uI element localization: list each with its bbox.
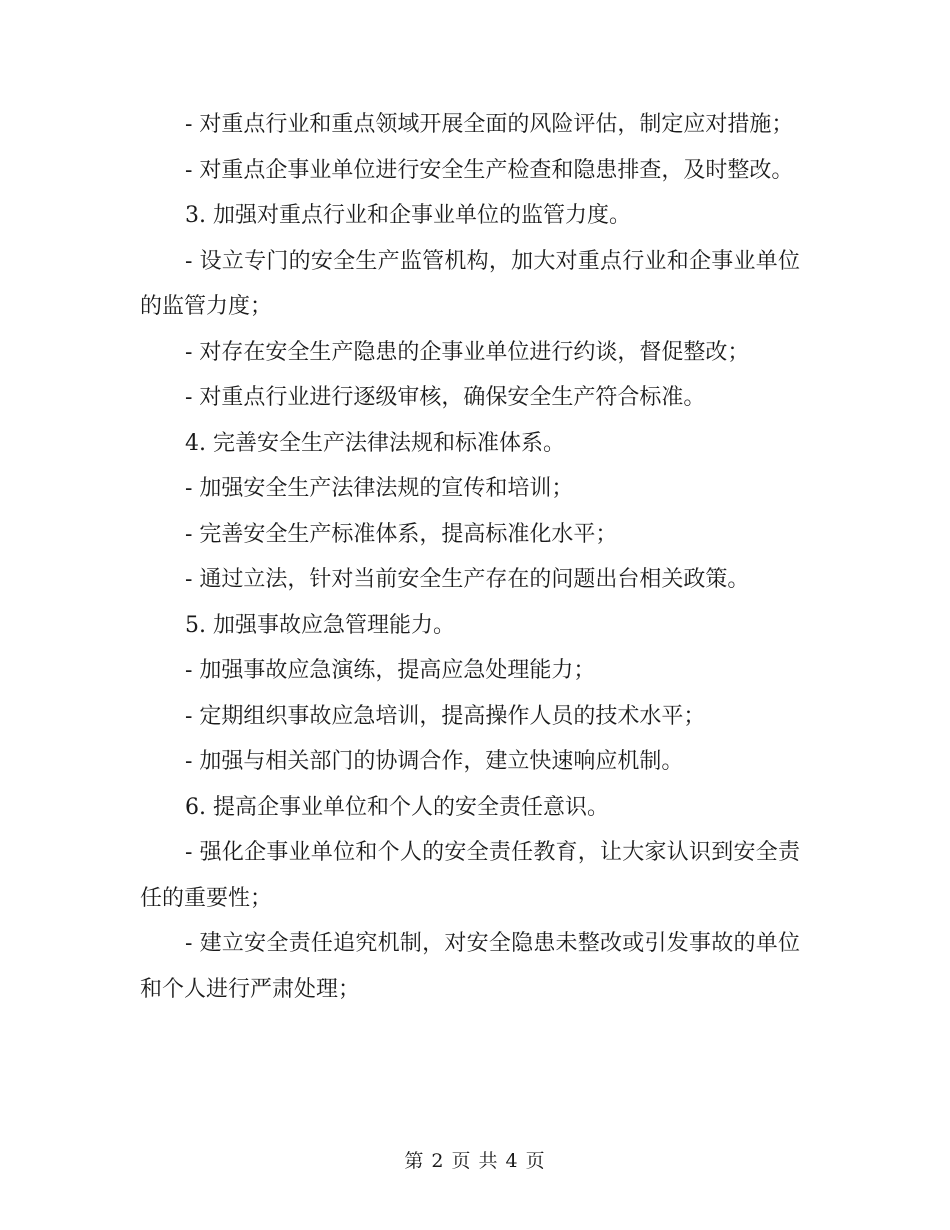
paragraph: - 对重点企事业单位进行安全生产检查和隐患排查，及时整改。 (185, 157, 794, 183)
paragraph: - 强化企事业单位和个人的安全责任教育，让大家认识到安全责任的重要性； (140, 840, 800, 911)
paragraph: - 对重点行业和重点领域开展全面的风险评估，制定应对措施； (185, 112, 794, 137)
paragraph: - 完善安全生产标准体系，提高标准化水平； (185, 521, 618, 547)
paragraph: - 加强事故应急演练，提高应急处理能力； (185, 658, 596, 683)
section-heading: 5. 加强事故应急管理能力。 (185, 612, 455, 638)
paragraph: - 建立安全责任追究机制，对安全隐患未整改或引发事故的单位和个人进行严肃处理； (140, 931, 800, 1002)
paragraph: - 加强安全生产法律法规的宣传和培训； (185, 476, 574, 501)
paragraph: - 设立专门的安全生产监管机构，加大对重点行业和企事业单位的监管力度； (140, 248, 800, 319)
paragraph: - 对存在安全生产隐患的企事业单位进行约谈，督促整改； (185, 339, 750, 365)
paragraph: - 对重点行业进行逐级审核，确保安全生产符合标准。 (185, 385, 706, 410)
section-heading: 3. 加强对重点行业和企事业单位的监管力度。 (185, 203, 631, 228)
paragraph: - 加强与相关部门的协调合作，建立快速响应机制。 (185, 749, 684, 774)
paragraph: - 定期组织事故应急培训，提高操作人员的技术水平； (185, 703, 706, 729)
section-heading: 4. 完善安全生产法律法规和标准体系。 (185, 430, 565, 456)
section-heading: 6. 提高企事业单位和个人的安全责任意识。 (185, 794, 609, 820)
document-body (140, 102, 800, 1012)
page-number-footer: 第 2 页 共 4 页 (404, 1150, 546, 1172)
paragraph: - 通过立法，针对当前安全生产存在的问题出台相关政策。 (185, 567, 750, 592)
